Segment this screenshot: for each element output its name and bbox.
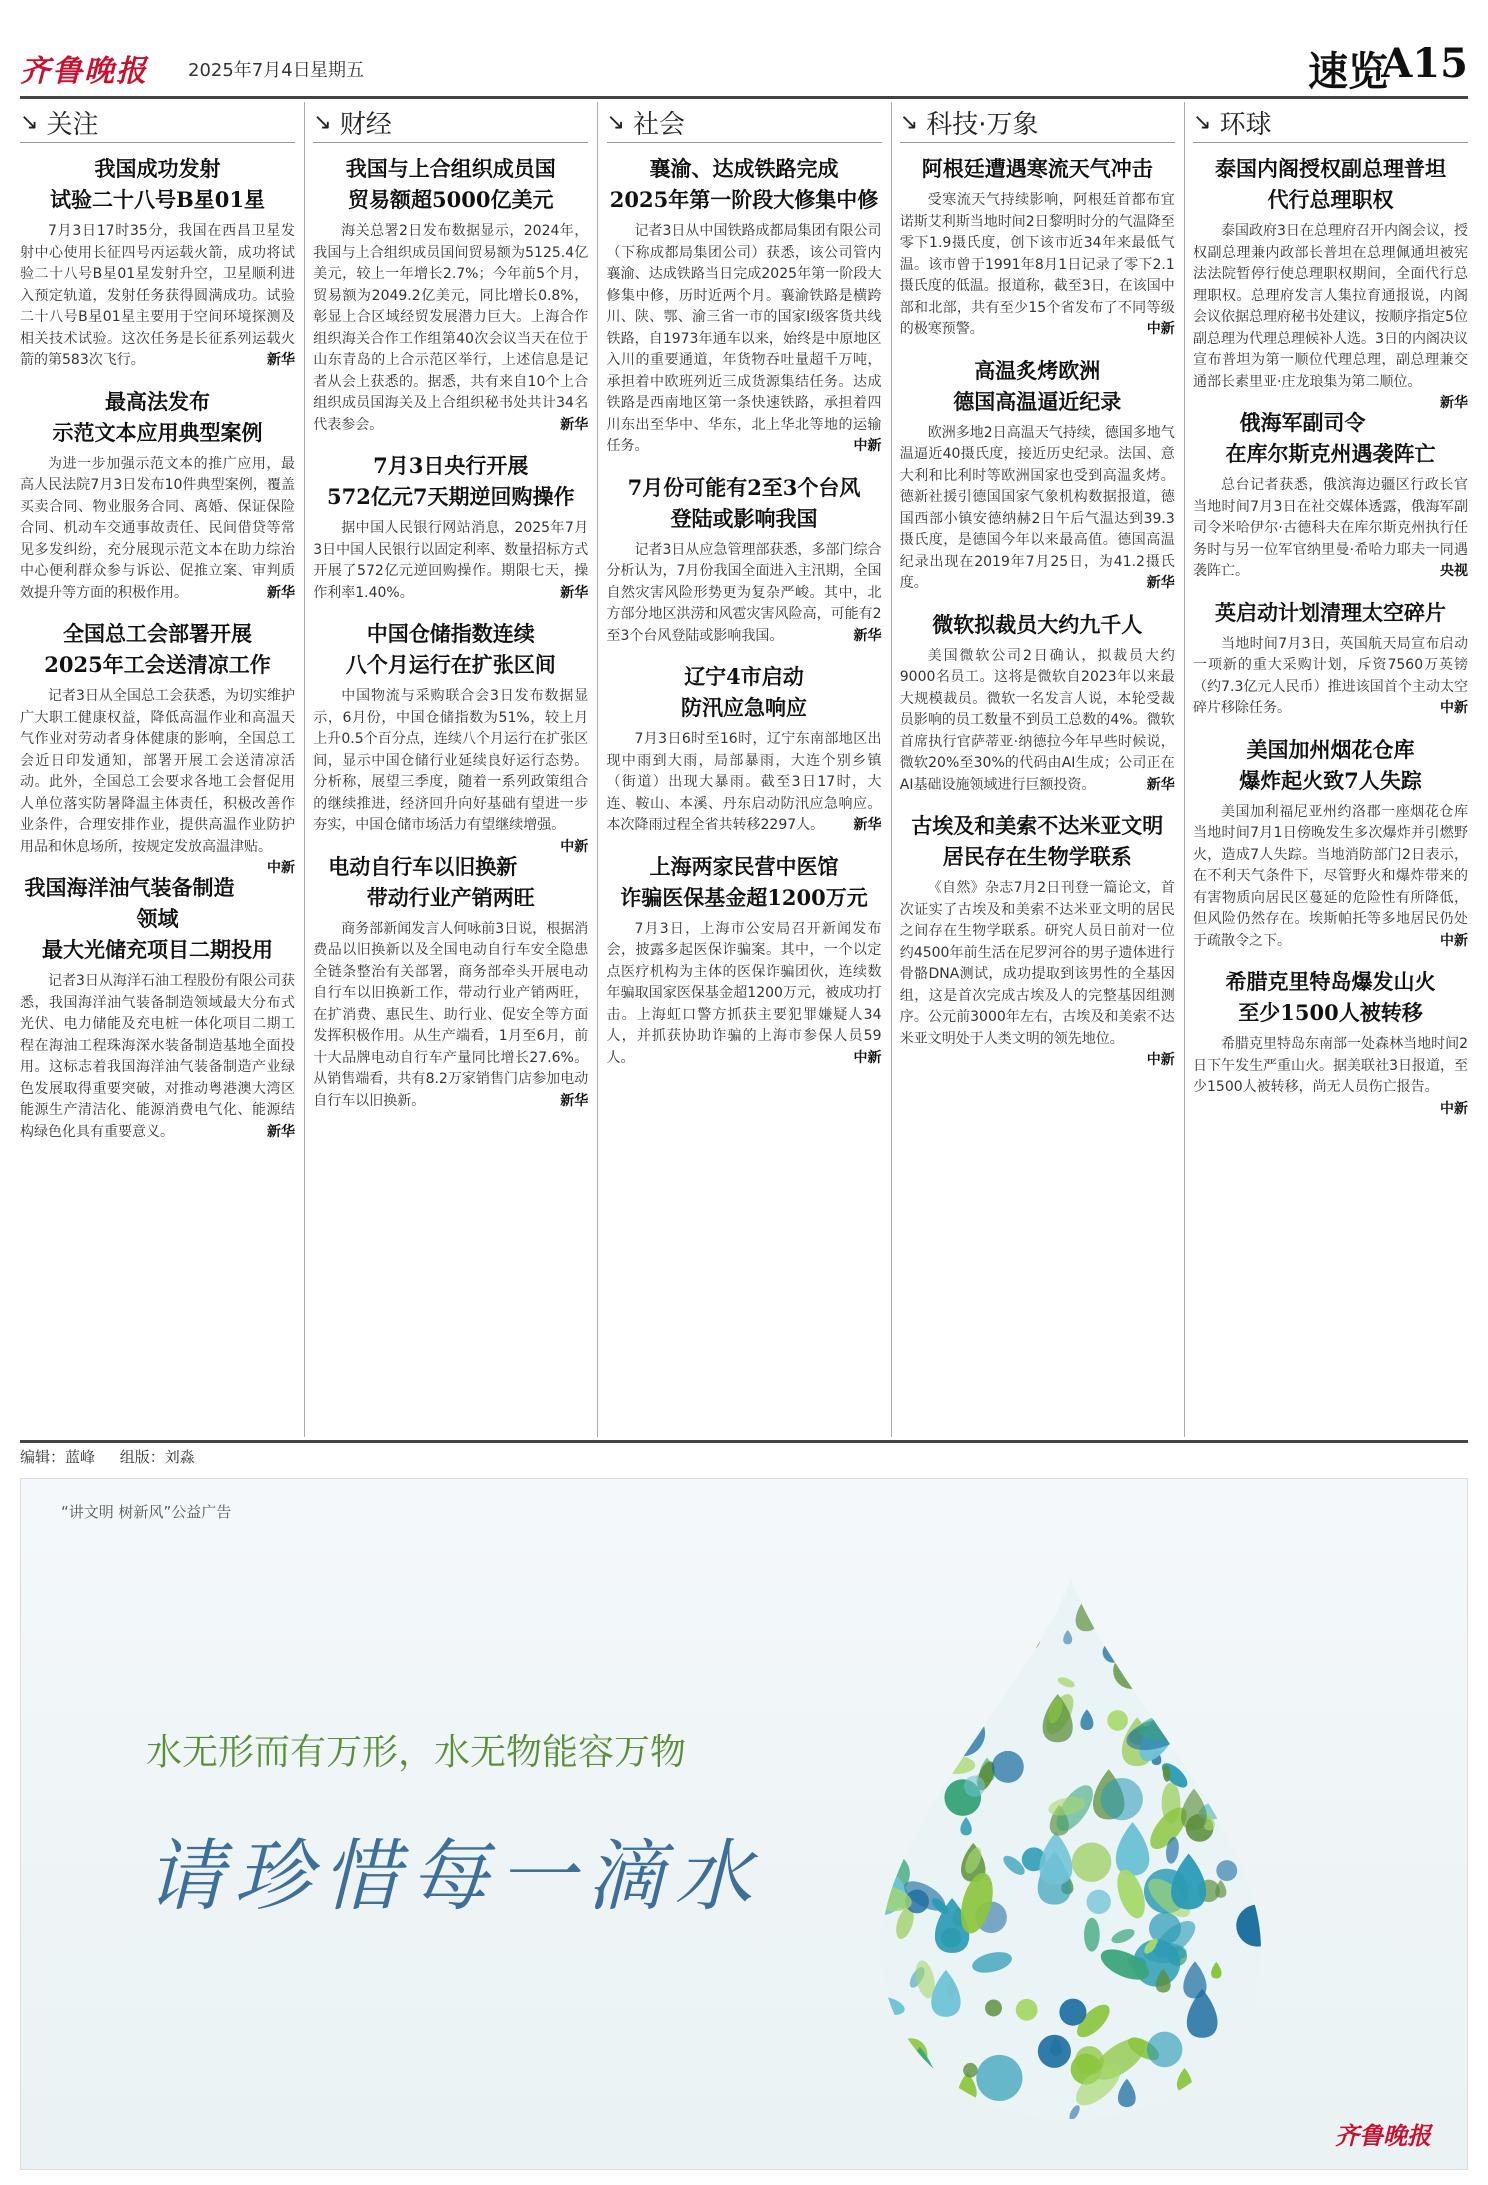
footer-rule	[20, 1440, 1468, 1443]
article-body	[20, 971, 295, 1143]
drop-motif	[874, 1827, 906, 1849]
drop-motif	[987, 2112, 1000, 2125]
article-body	[1193, 221, 1468, 411]
article-body	[1193, 634, 1468, 720]
article	[899, 810, 1175, 1068]
article-text: 7月3日17时35分，我国在西昌卫星发射中心使用长征四号丙运载火箭，成功将试验二十八号B星01星发射升空，卫星顺利进入预定轨道，发射任务获得圆满成功。试验二十八号B星01星主要用于空间环境探测及相关技术试验。这次任务是长征系列运载火箭的第583次飞行。	[20, 223, 295, 368]
column-title: 环球	[1219, 109, 1272, 140]
article	[313, 618, 589, 855]
article	[1193, 153, 1468, 411]
drop-motif	[930, 1646, 996, 1687]
drop-motif	[861, 1582, 925, 1627]
column-3	[607, 102, 882, 1437]
page-header	[20, 40, 1468, 99]
column-header	[900, 102, 1175, 143]
drop-motif	[1101, 1778, 1143, 1820]
drop-motif	[964, 1776, 985, 1797]
column-header	[313, 102, 588, 143]
drop-motif	[1109, 1612, 1152, 1646]
article-text: 记者3日从应急管理部获悉，多部门综合分析认为，7月份我国全面进入主汛期，全国自然灾害风险形势更为复杂严峻。其中，北方部分地区洪涝和风雹灾害风险高，可能有2至3个台风登陆或影响我国。	[606, 541, 882, 644]
article-text: 欧洲多地2日高温天气持续，德国多地气温逼近40摄氏度，接近历史纪录。法国、意大利和比利时等欧洲国家也受到高温炙烤。德新社援引德国国家气象机构数据报道，德国西部小镇安德纳赫2日午后气温达到39.3摄氏度，是德国今年以来最高值。德国高温纪录出现在2019年7月25日，为41.2摄氏度。	[899, 424, 1175, 591]
article-headline: 我国与上合组织成员国 贸易额超5000亿美元	[345, 156, 556, 212]
article-body	[607, 919, 882, 1070]
drop-motif	[908, 1792, 920, 1811]
arrow-icon: ↘	[606, 109, 625, 135]
article-source: 中新	[267, 860, 295, 876]
article-source: 央视	[1440, 563, 1468, 579]
article-body	[313, 919, 588, 1113]
article-body	[313, 221, 588, 436]
article	[607, 472, 882, 648]
article-text: 中国物流与采购联合会3日发布数据显示，6月份，中国仓储指数为51%，较上月上升0.5个百分点，连续八个月运行在扩张区间，显示中国仓储行业延续良好运行态势。分析称，展望三季度，随着一系列政策组合的继续推进，经济回升向好基础有望进一步夯实，中国仓储市场活力有望继续增强。	[313, 688, 589, 833]
article-text: 希腊克里特岛东南部一处森林当地时间2日下午发生严重山火。据美联社3日报道，至少1500人被转移，尚无人员伤亡报告。	[1193, 1036, 1468, 1095]
drop-motif	[1147, 2032, 1183, 2068]
article-source: 中新	[1146, 321, 1175, 337]
drop-motif	[926, 1732, 951, 1759]
drop-motif	[1181, 2083, 1211, 2129]
column-divider	[304, 102, 305, 1437]
article-body	[900, 423, 1175, 595]
article-headline: 俄海军副司令 在库尔斯克州遇袭阵亡	[1225, 410, 1436, 466]
drop-motif	[985, 2000, 1002, 2017]
drop-motif	[1113, 1652, 1149, 1688]
designer-name: 组版：刘淼	[119, 1448, 195, 1466]
drop-motif	[1190, 1690, 1232, 1732]
article-text: 当地时间7月3日，英国航天局宣布启动一项新的重大采购计划，斥资7560万英镑（约7.3亿元人民币）推进该国首个主动太空碎片移除任务。	[1193, 635, 1468, 716]
article-text: 记者3日从中国铁路成都局集团有限公司（下称成都局集团公司）获悉，该公司管内襄渝、达成铁路当日完成2025年第一阶段大修集中修，历时近两个月。襄渝铁路是横跨川、陕、鄂、渝三省一市的国家Ⅰ级客货共线铁路，自1973年通车以来，始终是中原地区入川的重要通道，年货物吞吐量超千万吨，承担着中欧班列近三成货源集结任务。达成铁路是西南地区第一条快速铁路，承担着四川东出至华中、华东，北上华北等地的运输任务。	[606, 223, 882, 454]
drop-motif	[1059, 1999, 1086, 2026]
drop-motif	[956, 1601, 991, 1631]
article	[20, 153, 295, 372]
column-2	[313, 102, 588, 1437]
article-headline: 泰国内阁授权副总理普坦 代行总理职权	[1215, 156, 1446, 212]
drop-motif	[1075, 2046, 1104, 2075]
drop-motif	[907, 1689, 920, 1709]
article-source: 新华	[1146, 776, 1175, 793]
article	[607, 153, 882, 458]
article-source: 中新	[1146, 1052, 1175, 1068]
article-source: 中新	[1440, 700, 1468, 716]
drop-motif	[1086, 1890, 1110, 1914]
article-headline: 微软拟裁员大约九千人	[932, 611, 1143, 637]
drop-motif	[1220, 1630, 1240, 1650]
drop-motif	[1162, 1783, 1181, 1824]
article-headline: 希腊克里特岛爆发山火 至少1500人被转移	[1225, 969, 1436, 1025]
article-source: 新华	[853, 627, 882, 644]
article-source: 新华	[1146, 575, 1175, 591]
article	[313, 450, 588, 604]
article	[20, 386, 295, 605]
drop-motif	[861, 1755, 911, 1784]
article-headline: 我国海洋油气装备制造领域 最大光储充项目二期投用	[24, 875, 273, 962]
article-body	[20, 686, 295, 876]
drop-motif	[964, 1668, 981, 1685]
article-source: 新华	[267, 352, 295, 368]
article-body	[899, 878, 1175, 1068]
article-body	[20, 221, 295, 372]
ad-headline: 请珍惜每一滴水	[146, 1832, 763, 1922]
article-text: 7月3日，上海市公安局召开新闻发布会，披露多起医保诈骗案。其中，一个以定点医疗机构为主体的医保诈骗团伙，连续数年骗取国家医保基金超1200万元，被成功打击。上海虹口警方抓获主要犯罪嫌疑人34人，并抓获协助诈骗的上海市参保人员59人。	[606, 920, 882, 1066]
article-body	[900, 190, 1175, 341]
article-text: 《自然》杂志7月2日刊登一篇论文，首次证实了古埃及和美索不达米亚文明的居民之间存在生物学联系。研究人员日前对一位约4500年前生活在尼罗河谷的男子遗体进行骨骼DNA测试，成功提取到该男性的全基因组，这是首次完成古埃及人的完整基因组测序。公元前3000年左右，古埃及和美索不达米亚文明处于人类文明的领先地位。	[899, 880, 1175, 1047]
drop-motif	[1103, 1642, 1124, 1663]
drop-motif	[951, 2091, 970, 2125]
drop-motif	[992, 1626, 1029, 1663]
column-1	[20, 102, 295, 1437]
article-source: 中新	[560, 838, 589, 855]
arrow-icon: ↘	[20, 109, 39, 135]
article	[313, 153, 588, 436]
drop-motif	[976, 2055, 1022, 2101]
drop-motif	[1216, 1860, 1237, 1881]
drop-motif	[1016, 1999, 1038, 2021]
drop-motif	[891, 1704, 913, 1740]
drop-motif	[916, 1755, 932, 1771]
article-text: 海关总署2日发布数据显示，2024年，我国与上合组织成员国间贸易额为5125.4亿美元，较上一年增长2.7%；今年前5个月，贸易额为2049.2亿美元，同比增长0.8%，彰显上合区域经贸发展潜力巨大。上海合作组织海关合作工作组第40次会议当天在位于山东青岛的上合示范区举行，上述信息是记者从会上获悉的。据悉，共有来自10个上合组织成员国海关及上合组织秘书处共计34名代表参会。	[313, 223, 589, 433]
article	[313, 851, 588, 1113]
article-text: 总台记者获悉，俄滨海边疆区行政长官当地时间7月3日在社交媒体透露，俄海军副司令米哈伊尔·古德科夫在库尔斯克州执行任务时与另一位军官纳里曼·希哈力耶夫一同遇袭阵亡。	[1193, 477, 1468, 579]
article	[1193, 597, 1468, 720]
article	[900, 609, 1175, 797]
drop-motif	[1227, 1670, 1262, 1708]
article-text: 商务部新闻发言人何咏前3日说，根据消费品以旧换新以及全国电动自行车安全隐患全链条整治有关部署，商务部牵头开展电动自行车以旧换新工作，带动行业产销两旺，在扩消费、惠民生、助行业、促安全等方面发挥积极作用。从生产端看，1月至6月，前十大品牌电动自行车产量同比增长27.6%。从销售端看，共有8.2万家销售门店参加电动自行车以旧换新。	[313, 920, 589, 1109]
drop-motif	[992, 1751, 1024, 1783]
drop-motif	[1010, 1622, 1041, 1653]
drop-motif	[1018, 1600, 1040, 1612]
drop-motif	[1092, 1587, 1126, 1621]
article-headline: 最高法发布 示范文本应用典型案例	[52, 388, 263, 445]
drop-motif	[1214, 1720, 1230, 1738]
issue-date: 2025年7月4日	[188, 60, 311, 81]
issue-weekday: 星期五	[310, 60, 364, 81]
column-header	[1193, 102, 1468, 143]
article-headline: 美国加州烟花仓库 爆炸起火致7人失踪	[1239, 736, 1422, 793]
drop-motif	[1111, 1631, 1122, 1649]
drop-motif	[947, 1741, 957, 1757]
column-header	[20, 102, 295, 143]
masthead-logo: 齐鲁晚报	[20, 54, 148, 89]
article	[1193, 966, 1468, 1117]
drop-motif	[896, 1653, 932, 1676]
article-headline: 襄渝、达成铁路完成 2025年第一阶段大修集中修	[609, 156, 879, 212]
article-body	[607, 729, 882, 837]
article-body	[313, 518, 588, 604]
drop-motif	[977, 1577, 1024, 1624]
column-title: 社会	[632, 109, 685, 140]
article	[607, 851, 882, 1070]
article-body	[20, 454, 295, 605]
article-headline: 阿根廷遭遇寒流天气冲击	[921, 156, 1153, 181]
drop-motif	[1188, 2096, 1206, 2114]
ad-slogan: 水无形而有万形，水无物能容万物	[146, 1732, 687, 1773]
article-text: 记者3日从海洋石油工程股份有限公司获悉，我国海洋油气装备制造领域最大分布式光伏、电力储能及充电桩一体化项目二期工程在海油工程珠海深水装备制造基地全面投用。这标志着我国海洋油气装备制造产业绿色发展取得重要突破，对推动粤港澳大湾区能源生产清洁化、能源消费电气化、能源结构绿色化具有重要意义。	[20, 973, 295, 1140]
article-text: 受寒流天气持续影响，阿根廷首都布宜诺斯艾利斯当地时间2日黎明时分的气温降至零下1.9摄氏度，创下该市近34年来最低气温。该市曾于1991年8月1日记录了零下2.1摄氏度的低温。报道称，截至3日，在该国中部和北部，共有至少15个省发布了不同等级的极寒预警。	[899, 192, 1175, 337]
drop-motif	[907, 1768, 922, 1783]
article-headline: 上海两家民营中医馆 诈骗医保基金超1200万元	[620, 853, 868, 910]
article-text: 据中国人民银行网站消息，2025年7月3日中国人民银行以固定利率、数量招标方式开展了572亿元逆回购操作。期限七天，操作利率1.40%。	[313, 520, 589, 601]
article-source: 中新	[1440, 1100, 1468, 1117]
article-text: 记者3日从全国总工会获悉，为切实维护广大职工健康权益，降低高温作业和高温天气作业对劳动者身体健康的影响，全国总工会近日印发通知，部署开展工会送清凉活动。此外，全国总工会要求各地工会督促用人单位落实防暑降温主体责任，积极改善作业条件，合理安排作业，提供高温作业防护用品和休息场所，按规定发放高温津贴。	[20, 688, 295, 855]
article-body	[1193, 475, 1468, 583]
article-headline: 高温炙烤欧洲 德国高温逼近纪录	[953, 357, 1122, 414]
column-4	[900, 102, 1175, 1437]
article-body	[313, 686, 589, 855]
article-headline: 全国总工会部署开展 2025年工会送清凉工作	[44, 621, 271, 677]
column-divider	[1184, 102, 1185, 1437]
article-text: 为进一步加强示范文本的推广应用，最高人民法院7月3日发布10件典型案例，覆盖买卖合同、物业服务合同、离婚、保证保险合同、机动车交通事故责任、民间借贷等常见多发纠纷，充分展现示范文本在助力综治中心便利群众参与诉讼、促推立案、审判质效提升等方面的积极作用。	[20, 455, 295, 601]
article-source: 中新	[1440, 932, 1468, 949]
arrow-icon: ↘	[899, 109, 919, 135]
article-text: 7月3日6时至16时，辽宁东南部地区出现中雨到大雨，局部暴雨，大连个别乡镇（街道）出现大暴雨。截至3日17时，大连、鞍山、本溪、丹东启动防汛应急响应。本次降雨过程全省共转移2297人。	[606, 731, 882, 833]
article-headline: 7月份可能有2至3个台风 登陆或影响我国	[627, 474, 861, 531]
article-body	[900, 646, 1175, 797]
drop-motif	[963, 2063, 978, 2078]
article-text: 美国微软公司2日确认，拟裁员大约9000名员工。这将是微软自2023年以来最大规模裁员。微软一名发言人说，本轮受裁员影响的员工数量不到员工总数的4%。微软首席执行官萨蒂亚·纳德拉今年早些时候说，微软20%至30%的代码由AI生成；公司正在AI基础设施领域进行巨额投资。	[899, 647, 1175, 793]
drop-motif	[916, 1666, 936, 1698]
drop-motif	[903, 1715, 959, 1750]
drop-motif	[1234, 2047, 1258, 2058]
article-source: 新华	[267, 1123, 295, 1140]
article-text: 泰国政府3日在总理府召开内阁会议，授权副总理兼内政部长普坦在总理佩通坦被宪法法院暂停行使总理职权期间，全面代行总理职权。总理府发言人集拉育通报说，内阁会议依据总理府秘书处建议，按顺序指定5位副总理为代理总理候补人选。3日的内阁决议宣布普坦为第一顺位代理总理，副总理兼交通部长素里亚·庄龙琅集为第二顺位。	[1193, 223, 1468, 390]
drop-motif	[1236, 1905, 1278, 1947]
column-title: 关注	[46, 109, 99, 140]
article-headline: 英启动计划清理太空碎片	[1215, 599, 1446, 625]
article-source: 新华	[853, 817, 882, 833]
column-divider	[891, 102, 892, 1437]
article-source: 新华	[1440, 395, 1468, 411]
drop-motif	[1245, 1815, 1265, 1835]
article-body	[607, 540, 882, 648]
column-5	[1193, 102, 1468, 1437]
column-header	[607, 102, 882, 143]
article	[20, 618, 295, 876]
article	[20, 872, 295, 1143]
news-columns	[20, 102, 1468, 1437]
column-title: 科技·万象	[926, 109, 1039, 140]
arrow-icon: ↘	[1193, 109, 1212, 135]
column-divider	[597, 102, 598, 1437]
article-headline: 辽宁4市启动 防汛应急响应	[681, 664, 807, 720]
article	[900, 355, 1175, 595]
article-headline: 我国成功发射 试验二十八号B星01星	[50, 156, 265, 212]
drop-motif	[1245, 1825, 1262, 1842]
drop-motif	[867, 1763, 900, 1796]
public-service-ad	[20, 1478, 1468, 2170]
ad-logo: 齐鲁晚报	[1335, 2121, 1431, 2150]
drop-motif	[1072, 1842, 1111, 1881]
article	[1193, 734, 1468, 953]
article-source: 新华	[560, 416, 589, 433]
article-body	[1193, 1034, 1468, 1117]
drop-motif	[1107, 1710, 1128, 1731]
article-body	[607, 221, 882, 458]
article	[900, 153, 1175, 341]
article-headline: 古埃及和美索不达米亚文明 居民存在生物学联系	[911, 813, 1164, 869]
water-drop-illustration	[861, 1569, 1281, 2129]
article-headline: 中国仓储指数连续 八个月运行在扩张区间	[345, 621, 556, 677]
column-title: 财经	[339, 109, 392, 140]
drop-motif	[890, 1716, 912, 1751]
editor-credits	[20, 1446, 215, 1467]
section-name: 速览	[1308, 48, 1388, 95]
drop-motif	[1238, 2095, 1266, 2125]
article-source: 新华	[560, 1092, 589, 1109]
article-body	[1193, 802, 1468, 953]
article-headline: 7月3日央行开展 572亿元7天期逆回购操作	[327, 453, 575, 509]
article-source: 中新	[853, 1049, 882, 1066]
editor-name: 编辑：蓝峰	[20, 1448, 96, 1466]
arrow-icon: ↘	[313, 109, 332, 135]
page-number: A15	[1381, 40, 1468, 87]
article	[1193, 407, 1468, 583]
drop-motif	[1156, 1611, 1182, 1637]
article-source: 新华	[267, 584, 295, 601]
article-text: 美国加利福尼亚州约洛郡一座烟花仓库当地时间7月1日傍晚发生多次爆炸并引燃野火，造成7人失踪。当地消防部门2日表示，在不利天气条件下，尽管野火和爆炸带来的有害物质向居民区蔓延的危险性有所降低，但风险仍然存在。埃斯帕托等多地居民仍处于疏散令之下。	[1193, 803, 1468, 949]
article-source: 中新	[853, 438, 882, 454]
article-headline: 电动自行车以旧换新 带动行业产销两旺	[328, 853, 535, 910]
drop-motif	[938, 1710, 985, 1757]
article-source: 新华	[560, 584, 589, 601]
article	[607, 661, 882, 837]
ad-tag: “讲文明 树新风”公益广告	[61, 1503, 232, 1521]
